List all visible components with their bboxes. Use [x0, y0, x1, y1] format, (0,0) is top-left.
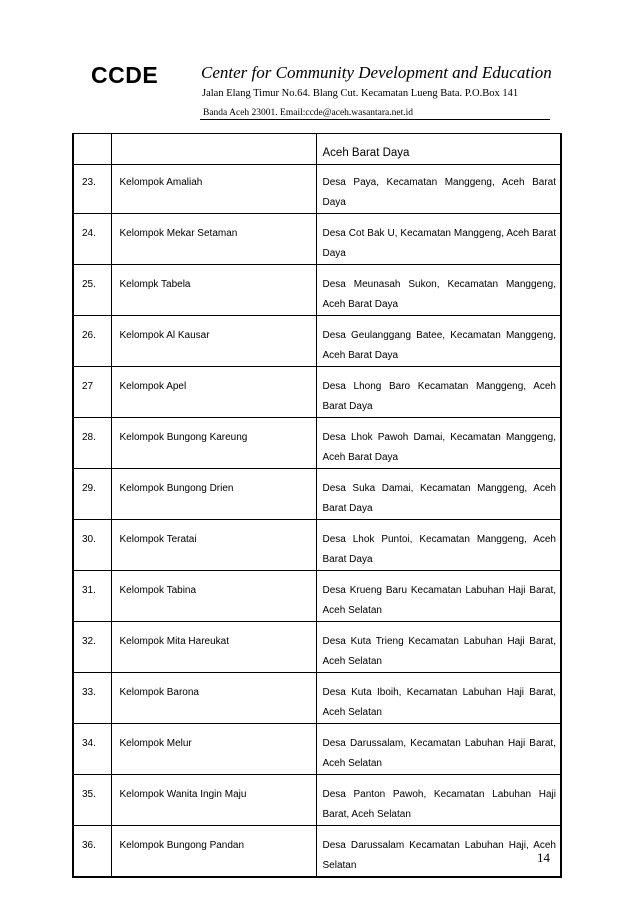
group-list-table: [72, 133, 562, 878]
row-number-cell: 24.: [73, 214, 111, 265]
table-row: [73, 520, 561, 571]
row-number-cell: 36.: [73, 826, 111, 878]
row-number-cell: 23.: [73, 165, 111, 214]
table-row: [73, 775, 561, 826]
group-name-cell: Kelompok Apel: [111, 367, 316, 418]
page-number: 14: [537, 850, 550, 865]
address-line-2: Banda Aceh 23001. Email:ccde@aceh.wasantara.net.id: [200, 108, 550, 120]
location-cell: Desa Cot Bak U, Kecamatan Manggeng, Aceh Barat Daya: [316, 214, 561, 265]
table-header-row: [73, 134, 561, 165]
table-row: [73, 673, 561, 724]
group-name-cell: Kelompok Melur: [111, 724, 316, 775]
row-number-cell: 26.: [73, 316, 111, 367]
group-name-cell: Kelompok Bungong Pandan: [111, 826, 316, 878]
group-name-cell: Kelompok Wanita Ingin Maju: [111, 775, 316, 826]
row-number-cell: 25.: [73, 265, 111, 316]
location-cell: Desa Meunasah Sukon, Kecamatan Manggeng, Aceh Barat Daya: [316, 265, 561, 316]
table-row: [73, 214, 561, 265]
group-name-cell: Kelompok Mita Hareukat: [111, 622, 316, 673]
location-cell: Desa Lhok Pawoh Damai, Kecamatan Manggeng, Aceh Barat Daya: [316, 418, 561, 469]
table-row: [73, 418, 561, 469]
row-number-cell: 27: [73, 367, 111, 418]
row-number-cell: 34.: [73, 724, 111, 775]
group-name-cell: Kelompok Teratai: [111, 520, 316, 571]
table-row: [73, 165, 561, 214]
table-body: [73, 134, 561, 878]
location-cell: Desa Paya, Kecamatan Manggeng, Aceh Barat Daya: [316, 165, 561, 214]
header-name-cell: [111, 134, 316, 165]
group-name-cell: Kelompok Mekar Setaman: [111, 214, 316, 265]
group-name-cell: Kelompok Amaliah: [111, 165, 316, 214]
row-number-cell: 31.: [73, 571, 111, 622]
location-cell: Desa Geulanggang Batee, Kecamatan Manggeng, Aceh Barat Daya: [316, 316, 561, 367]
location-cell: Desa Darussalam Kecamatan Labuhan Haji, Aceh Selatan: [316, 826, 561, 878]
org-logo: CCDE: [91, 62, 159, 88]
row-number-cell: 28.: [73, 418, 111, 469]
table-row: [73, 622, 561, 673]
row-number-cell: 33.: [73, 673, 111, 724]
location-cell: Desa Panton Pawoh, Kecamatan Labuhan Haji Barat, Aceh Selatan: [316, 775, 561, 826]
location-cell: Desa Lhong Baro Kecamatan Manggeng, Aceh Barat Daya: [316, 367, 561, 418]
row-number-cell: 32.: [73, 622, 111, 673]
location-cell: Desa Lhok Puntoi, Kecamatan Manggeng, Aceh Barat Daya: [316, 520, 561, 571]
group-name-cell: Kelompok Tabina: [111, 571, 316, 622]
location-cell: Desa Kuta Trieng Kecamatan Labuhan Haji Barat, Aceh Selatan: [316, 622, 561, 673]
table-row: [73, 265, 561, 316]
location-cell: Desa Kuta Iboih, Kecamatan Labuhan Haji Barat, Aceh Selatan: [316, 673, 561, 724]
table-row: [73, 367, 561, 418]
table-row: [73, 316, 561, 367]
group-name-cell: Kelompok Bungong Drien: [111, 469, 316, 520]
group-name-cell: Kelompk Tabela: [111, 265, 316, 316]
header-location-cell: Aceh Barat Daya: [316, 134, 561, 165]
group-name-cell: Kelompok Al Kausar: [111, 316, 316, 367]
table-row: [73, 571, 561, 622]
table-row: [73, 826, 561, 878]
group-name-cell: Kelompok Barona: [111, 673, 316, 724]
org-name: Center for Community Development and Education: [201, 63, 552, 82]
location-cell: Desa Darussalam, Kecamatan Labuhan Haji Barat, Aceh Selatan: [316, 724, 561, 775]
header-num-cell: [73, 134, 111, 165]
row-number-cell: 29.: [73, 469, 111, 520]
table-row: [73, 469, 561, 520]
row-number-cell: 35.: [73, 775, 111, 826]
address-line-1: Jalan Elang Timur No.64. Blang Cut. Kecamatan Lueng Bata. P.O.Box 141: [202, 88, 519, 99]
location-cell: Desa Suka Damai, Kecamatan Manggeng, Aceh Barat Daya: [316, 469, 561, 520]
location-cell: Desa Krueng Baru Kecamatan Labuhan Haji Barat, Aceh Selatan: [316, 571, 561, 622]
group-name-cell: Kelompok Bungong Kareung: [111, 418, 316, 469]
row-number-cell: 30.: [73, 520, 111, 571]
table-row: [73, 724, 561, 775]
